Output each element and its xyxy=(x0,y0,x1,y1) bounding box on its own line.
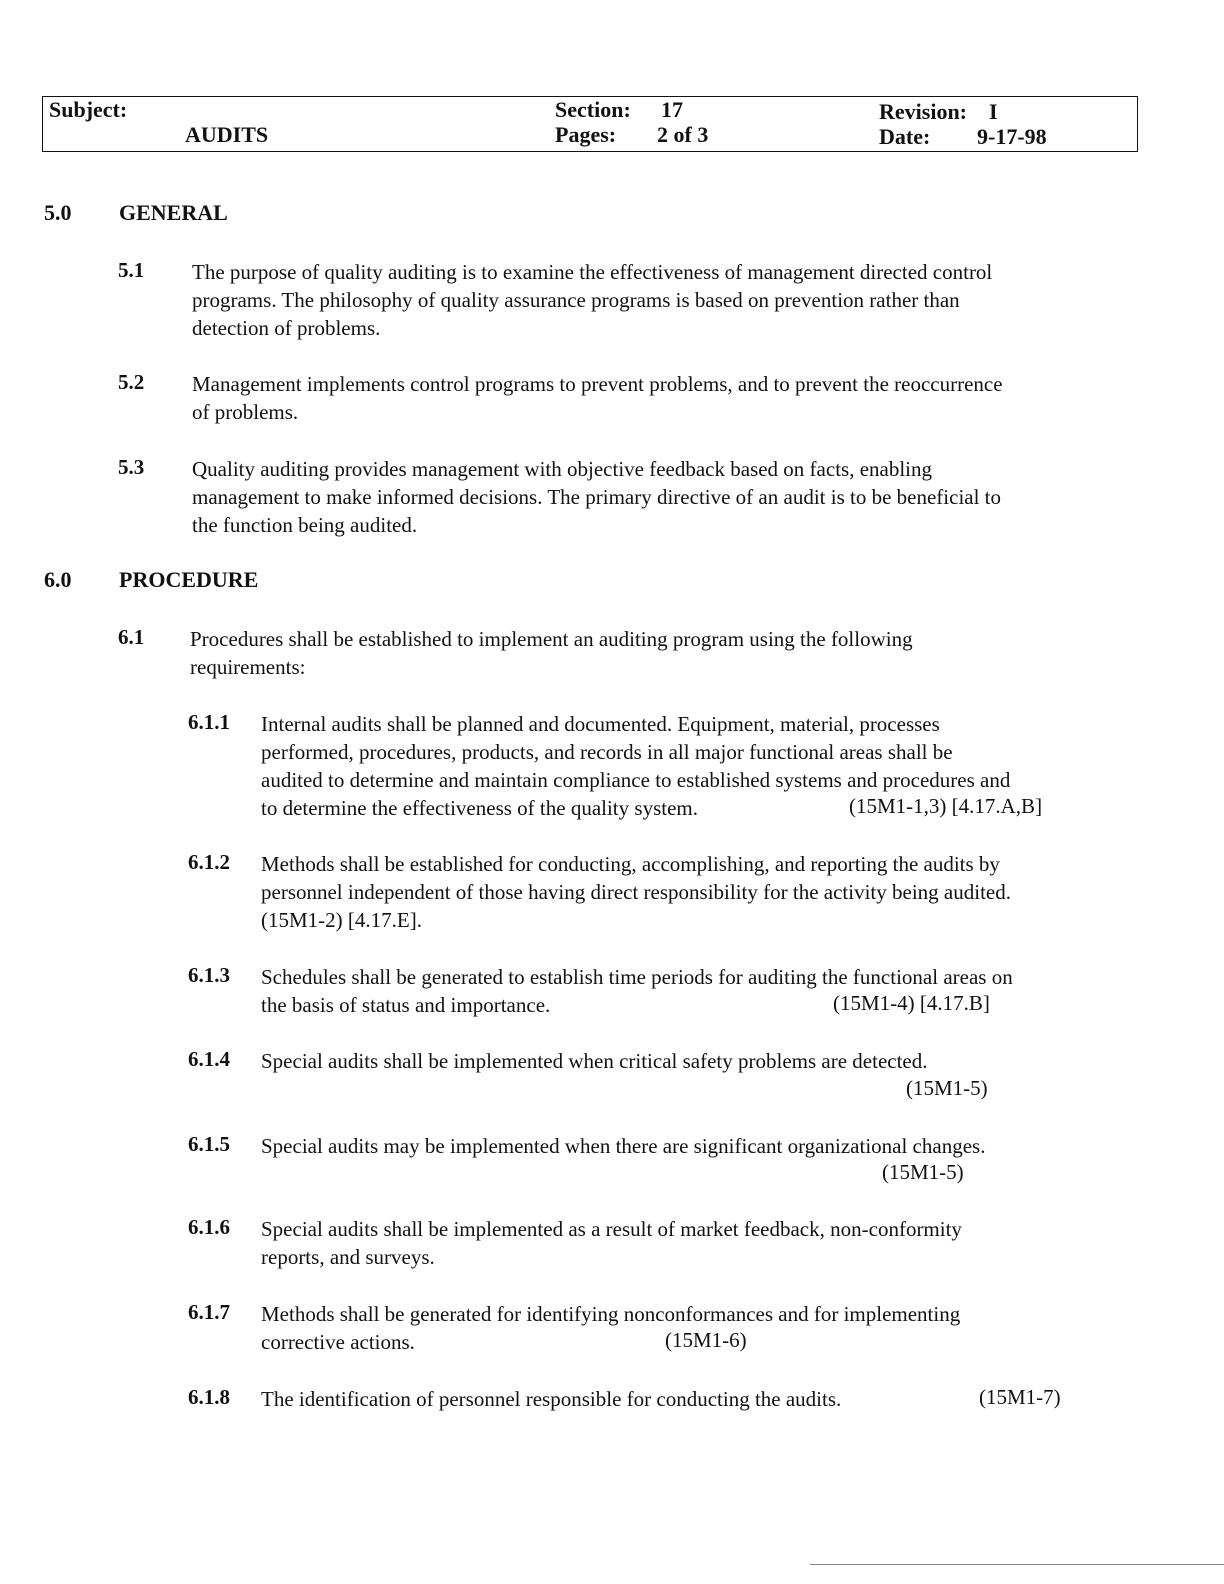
text-line: to determine the effectiveness of the quality system. xyxy=(261,796,698,820)
reference-code: (15M1-5) xyxy=(906,1076,988,1100)
paragraph-text xyxy=(190,625,1125,681)
subparagraph-text xyxy=(261,1215,1129,1271)
subparagraph-text xyxy=(261,1132,1129,1160)
revision-value: I xyxy=(989,99,998,124)
reference-code: (15M1-4) [4.17.B] xyxy=(833,991,990,1015)
paragraph-number: 5.3 xyxy=(118,455,145,479)
date-value: 9-17-98 xyxy=(977,124,1047,149)
reference-code: (15M1-7) xyxy=(979,1385,1061,1409)
paragraph-number: 6.1 xyxy=(118,625,145,649)
reference-code: (15M1-6) xyxy=(665,1328,747,1352)
subject-label: Subject: xyxy=(49,97,128,122)
pages-label: Pages: xyxy=(555,122,617,147)
section-number: 5.0 xyxy=(44,200,72,225)
section-label: Section: xyxy=(555,97,631,122)
text-line: detection of problems. xyxy=(192,316,381,340)
paragraph-number: 5.1 xyxy=(118,258,145,282)
subparagraph-number: 6.1.3 xyxy=(188,963,230,987)
text-line: Special audits may be implemented when there are significant organizational changes. xyxy=(261,1134,986,1158)
subparagraph-text xyxy=(261,1047,1129,1075)
text-line: Special audits shall be implemented as a result of market feedback, non-conformity xyxy=(261,1217,962,1241)
text-line: personnel independent of those having direct responsibility for the activity being audited. xyxy=(261,880,1011,904)
section-number: 6.0 xyxy=(44,567,72,592)
subparagraph-number: 6.1.8 xyxy=(188,1385,230,1409)
subject-value: AUDITS xyxy=(185,122,269,147)
text-line: Internal audits shall be planned and documented. Equipment, material, processes xyxy=(261,712,940,736)
text-line: programs. The philosophy of quality assurance programs is based on prevention rather than xyxy=(192,288,960,312)
text-line: (15M1-2) [4.17.E]. xyxy=(261,908,422,932)
text-line: Quality auditing provides management with objective feedback based on facts, enabling xyxy=(192,457,933,481)
subparagraph-number: 6.1.2 xyxy=(188,850,230,874)
paragraph-text xyxy=(192,370,1127,426)
subparagraph-number: 6.1.5 xyxy=(188,1132,230,1156)
text-line: Methods shall be established for conducting, accomplishing, and reporting the audits by xyxy=(261,852,1000,876)
paragraph-text xyxy=(192,455,1127,539)
paragraph-number: 5.2 xyxy=(118,370,145,394)
text-line: the basis of status and importance. xyxy=(261,993,551,1017)
text-line: Management implements control programs to prevent problems, and to prevent the reoccurrence xyxy=(192,372,1003,396)
text-line: Procedures shall be established to implement an auditing program using the following xyxy=(190,627,913,651)
subparagraph-number: 6.1.6 xyxy=(188,1215,230,1239)
paragraph-text xyxy=(192,258,1127,342)
subparagraph-text xyxy=(261,850,1129,934)
text-line: The purpose of quality auditing is to examine the effectiveness of management directed control xyxy=(192,260,993,284)
date-label: Date: xyxy=(879,124,931,149)
text-line: of problems. xyxy=(192,400,299,424)
text-line: reports, and surveys. xyxy=(261,1245,435,1269)
text-line: performed, procedures, products, and records in all major functional areas shall be xyxy=(261,740,953,764)
scan-edge-divider xyxy=(810,1564,1224,1565)
subparagraph-number: 6.1.1 xyxy=(188,710,230,734)
subparagraph-text xyxy=(261,1385,961,1413)
text-line: audited to determine and maintain compliance to established systems and procedures and xyxy=(261,768,1011,792)
revision-label: Revision: xyxy=(879,99,967,124)
text-line: Schedules shall be generated to establish time periods for auditing the functional areas on xyxy=(261,965,1013,989)
text-line: the function being audited. xyxy=(192,513,418,537)
document-header xyxy=(42,96,1138,152)
section-title: GENERAL xyxy=(119,200,228,225)
subparagraph-number: 6.1.4 xyxy=(188,1047,230,1071)
section-title: PROCEDURE xyxy=(119,567,259,592)
pages-value: 2 of 3 xyxy=(657,122,709,147)
subparagraph-text xyxy=(261,963,1129,1019)
reference-code: (15M1-5) xyxy=(882,1160,964,1184)
reference-code: (15M1-1,3) [4.17.A,B] xyxy=(849,794,1043,818)
text-line: management to make informed decisions. The primary directive of an audit is to be beneficial to xyxy=(192,485,1002,509)
text-line: requirements: xyxy=(190,655,306,679)
text-line: corrective actions. xyxy=(261,1330,415,1354)
text-line: Methods shall be generated for identifying nonconformances and for implementing xyxy=(261,1302,961,1326)
text-line: Special audits shall be implemented when critical safety problems are detected. xyxy=(261,1049,928,1073)
text-line: The identification of personnel responsible for conducting the audits. xyxy=(261,1387,842,1411)
section-value: 17 xyxy=(661,97,683,122)
subparagraph-number: 6.1.7 xyxy=(188,1300,230,1324)
